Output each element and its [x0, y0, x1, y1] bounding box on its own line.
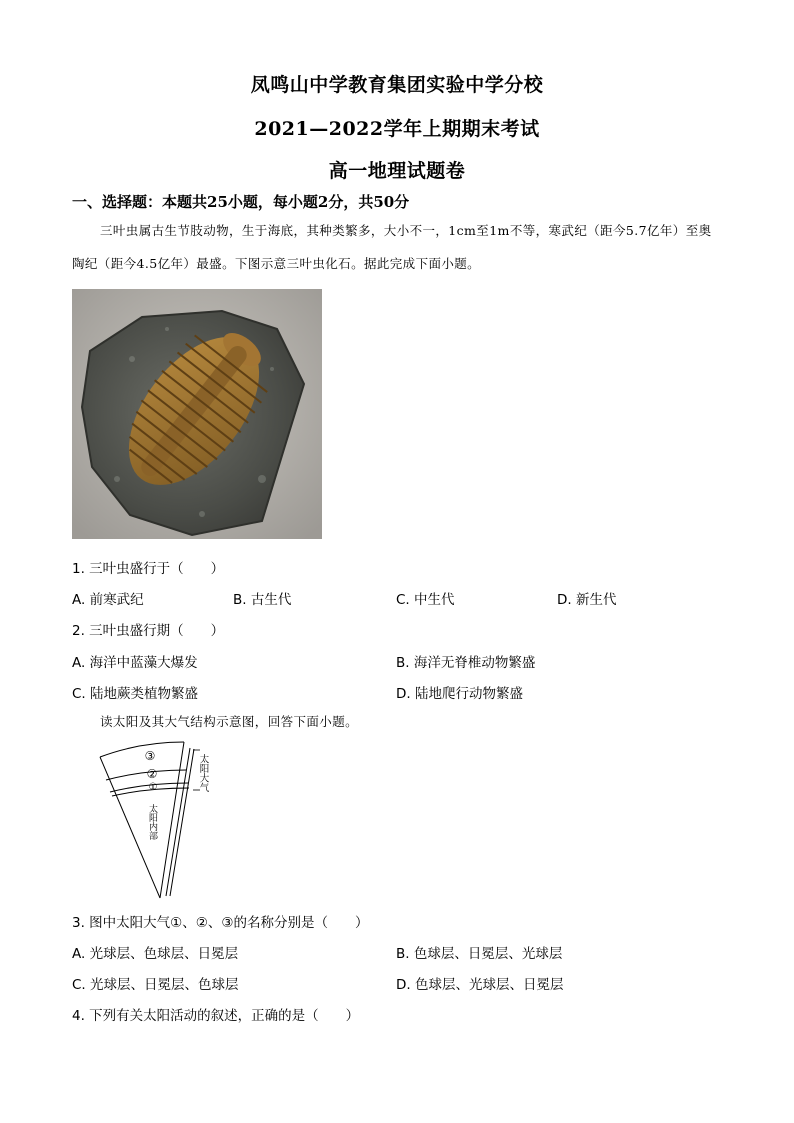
question-1-option-c[interactable]: C. 中生代	[396, 592, 455, 608]
subject-title: 高一地理试题卷	[328, 160, 466, 182]
question-1-option-d[interactable]: D. 新生代	[557, 592, 617, 608]
layer-1-label: ①	[148, 782, 158, 793]
school-title: 凤鸣山中学教育集团实验中学分校	[250, 74, 544, 96]
exam-title: 2021—2022学年上期期末考试	[254, 118, 540, 140]
trilobite-fossil-image	[72, 289, 322, 539]
question-3-stem: 3. 图中太阳大气①、②、③的名称分别是（ ）	[72, 915, 369, 931]
question-4-stem: 4. 下列有关太阳活动的叙述，正确的是（ ）	[72, 1008, 360, 1024]
question-1-stem: 1. 三叶虫盛行于（ ）	[72, 561, 225, 577]
passage-1: 三叶虫属古生节肢动物，生于海底，其种类繁多，大小不一，1cm至1m不等，寒武纪（距今5.7亿年）至奥陶纪（距今4.5亿年）最盛。下图示意三叶虫化石。据此完成下面小题。	[72, 223, 712, 271]
question-3-option-b[interactable]: B. 色球层、日冕层、光球层	[396, 946, 563, 962]
passage-2: 读太阳及其大气结构示意图，回答下面小题。	[100, 714, 359, 729]
question-2-option-c[interactable]: C. 陆地蕨类植物繁盛	[72, 686, 199, 702]
question-2-option-d[interactable]: D. 陆地爬行动物繁盛	[396, 686, 523, 702]
solar-atmosphere-label: 太阳大气	[197, 754, 209, 792]
question-3-option-a[interactable]: A. 光球层、色球层、日冕层	[72, 946, 239, 962]
solar-interior-label: 太阳内部	[147, 804, 157, 840]
section-heading: 一、选择题：本题共25小题，每小题2分，共50分	[72, 193, 410, 211]
question-2-option-b[interactable]: B. 海洋无脊椎动物繁盛	[396, 655, 536, 671]
question-1-option-a[interactable]: A. 前寒武纪	[72, 592, 144, 608]
question-1-option-b[interactable]: B. 古生代	[233, 592, 292, 608]
layer-2-label: ②	[146, 767, 158, 781]
question-2-stem: 2. 三叶虫盛行期（ ）	[72, 623, 225, 639]
layer-3-label: ③	[144, 749, 156, 763]
question-3-option-d[interactable]: D. 色球层、光球层、日冕层	[396, 977, 564, 993]
question-2-option-a[interactable]: A. 海洋中蓝藻大爆发	[72, 655, 198, 671]
sun-structure-diagram	[96, 740, 226, 902]
question-3-option-c[interactable]: C. 光球层、日冕层、色球层	[72, 977, 239, 993]
